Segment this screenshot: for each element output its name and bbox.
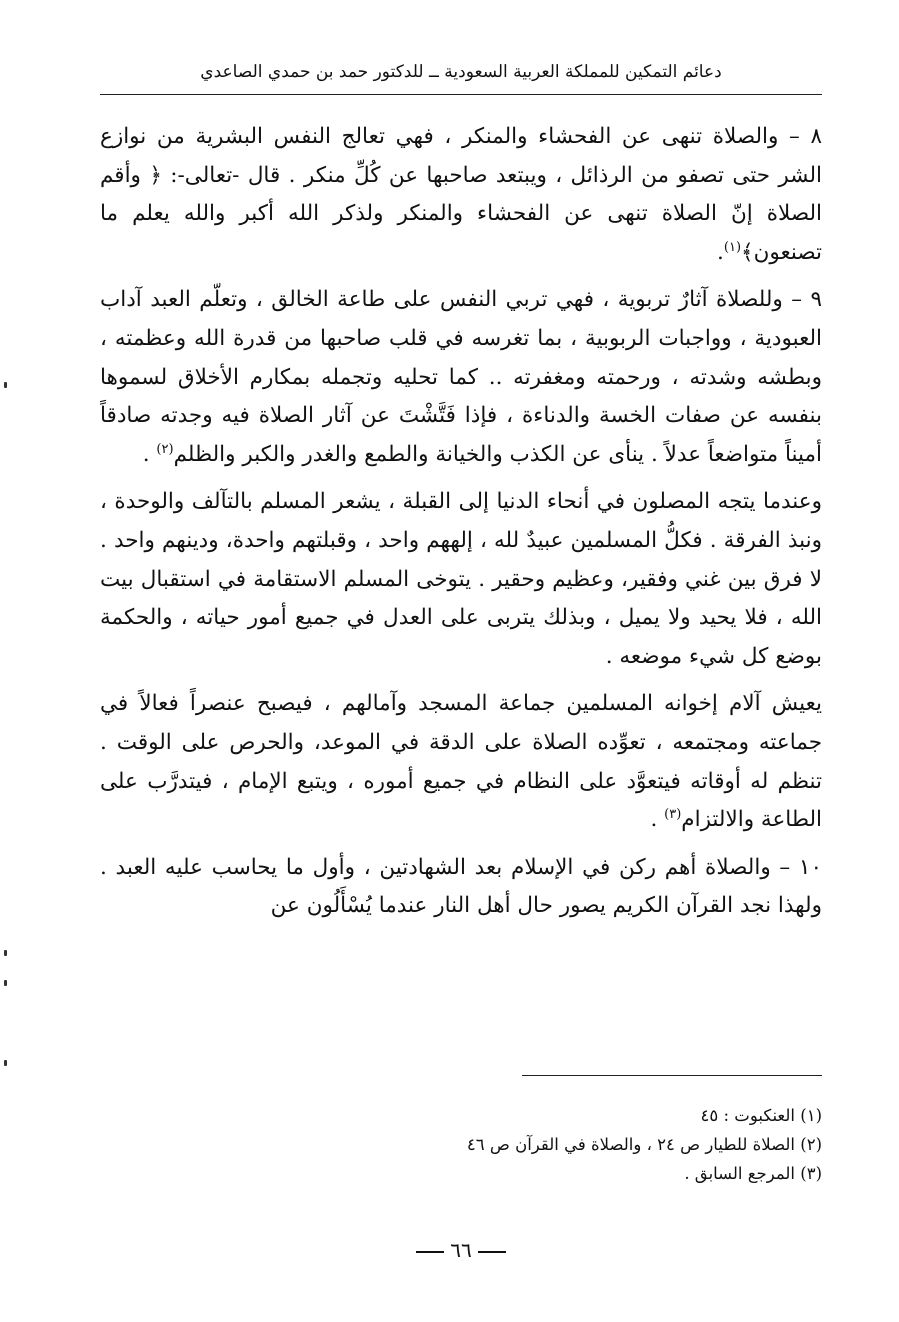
page-number-dash-right [478, 1251, 506, 1253]
footnote-2: (٢) الصلاة للطيار ص ٢٤ ، والصلاة في القرآن ص ٤٦ [466, 1135, 822, 1154]
paragraph-community [100, 685, 822, 839]
page-number [100, 1238, 822, 1262]
page-number-value: ٦٦ [450, 1238, 472, 1262]
paragraph-9 [100, 281, 822, 474]
footnotes [100, 1101, 822, 1188]
paragraph-qibla [100, 483, 822, 676]
paragraph-10 [100, 849, 822, 926]
footnote-3: (٣) المرجع السابق . [684, 1164, 822, 1183]
footnote-divider [522, 1075, 822, 1076]
scan-edge-mark [4, 980, 7, 986]
footnote-ref-2: (٢) [156, 441, 174, 457]
paragraph-text: ٨ – والصلاة تنهى عن الفحشاء والمنكر ، فهي تعالج النفس البشرية من نوازع الشر حتى تصفو من الرذائل ، ويبتعد صاحبها عن كُلِّ منكر . قال -تعالى-: ﴿ وأقم الصلاة إنّ الصلاة تنهى عن الفحشاء والمنكر ولذكر الله أكبر والله يعلم ما تصنعون﴾ [100, 124, 822, 265]
header-divider [100, 94, 822, 95]
scan-edge-mark [4, 950, 7, 956]
paragraph-tail: . [650, 807, 665, 833]
footnote-1: (١) العنكبوت : ٤٥ [700, 1106, 822, 1125]
paragraph-text: ١٠ – والصلاة أهم ركن في الإسلام بعد الشهادتين ، وأول ما يحاسب عليه العبد . ولهذا نجد القرآن الكريم يصور حال أهل النار عندما يُسْأَلُون عن [100, 854, 822, 919]
scan-edge-mark [4, 1060, 7, 1066]
paragraph-text: يعيش آلام إخوانه المسلمين جماعة المسجد وآمالهم ، فيصبح عنصراً فعالاً في جماعته ومجتمعه ، تعوِّده الصلاة على الدقة في الموعد، والحرص على الوقت . تنظم له أوقاته فيتعوَّد على النظام في جميع أموره ، ويتبع الإمام ، فيتدرَّب على الطاعة والالتزام [100, 691, 822, 833]
paragraph-text: ٩ – وللصلاة آثارٌ تربوية ، فهي تربي النفس على طاعة الخالق ، وتعلّم العبد آداب العبودية ، وواجبات الربوبية ، بما تغرسه في قلب صاحبها من قدرة الله وعظمته ، وبطشه وشدته ، ورحمته ومغفرته .. كما تحليه وتجمله بمكارم الأخلاق لسموها بنفسه عن صفات الخسة والدناءة ، فإذا فَتَّشْتَ عن آثار الصلاة فيه وجدته صادقاً أميناً متواضعاً عدلاً . ينأى عن الكذب والخيانة والطمع والغدر والكبر والظلم [100, 287, 822, 467]
footnote-ref-3: (٣) [664, 806, 682, 822]
main-text [100, 118, 822, 926]
scan-edge-mark [4, 382, 7, 388]
paragraph-tail: . [717, 239, 724, 265]
paragraph-8 [100, 118, 822, 272]
paragraph-text: وعندما يتجه المصلون في أنحاء الدنيا إلى القبلة ، يشعر المسلم بالتآلف والوحدة ، ونبذ الفرقة . فكلُّ المسلمين عبيدٌ لله ، إلههم واحد ، وقبلتهم واحدة، ودينهم واحد . لا فرق بين غني وفقير، وعظيم وحقير . يتوخى المسلم الاستقامة في استقبال بيت الله ، فلا يحيد ولا يميل ، وبذلك يتربى على العدل في جميع أمور حياته ، والحكمة بوضع كل شيء موضعه . [100, 489, 822, 669]
footnote-ref-1: (١) [723, 239, 742, 255]
page-number-dash-left [416, 1251, 444, 1253]
running-header: دعائم التمكين للمملكة العربية السعودية ــ للدكتور حمد بن حمدي الصاعدي [200, 62, 722, 82]
paragraph-tail: . [142, 441, 157, 467]
